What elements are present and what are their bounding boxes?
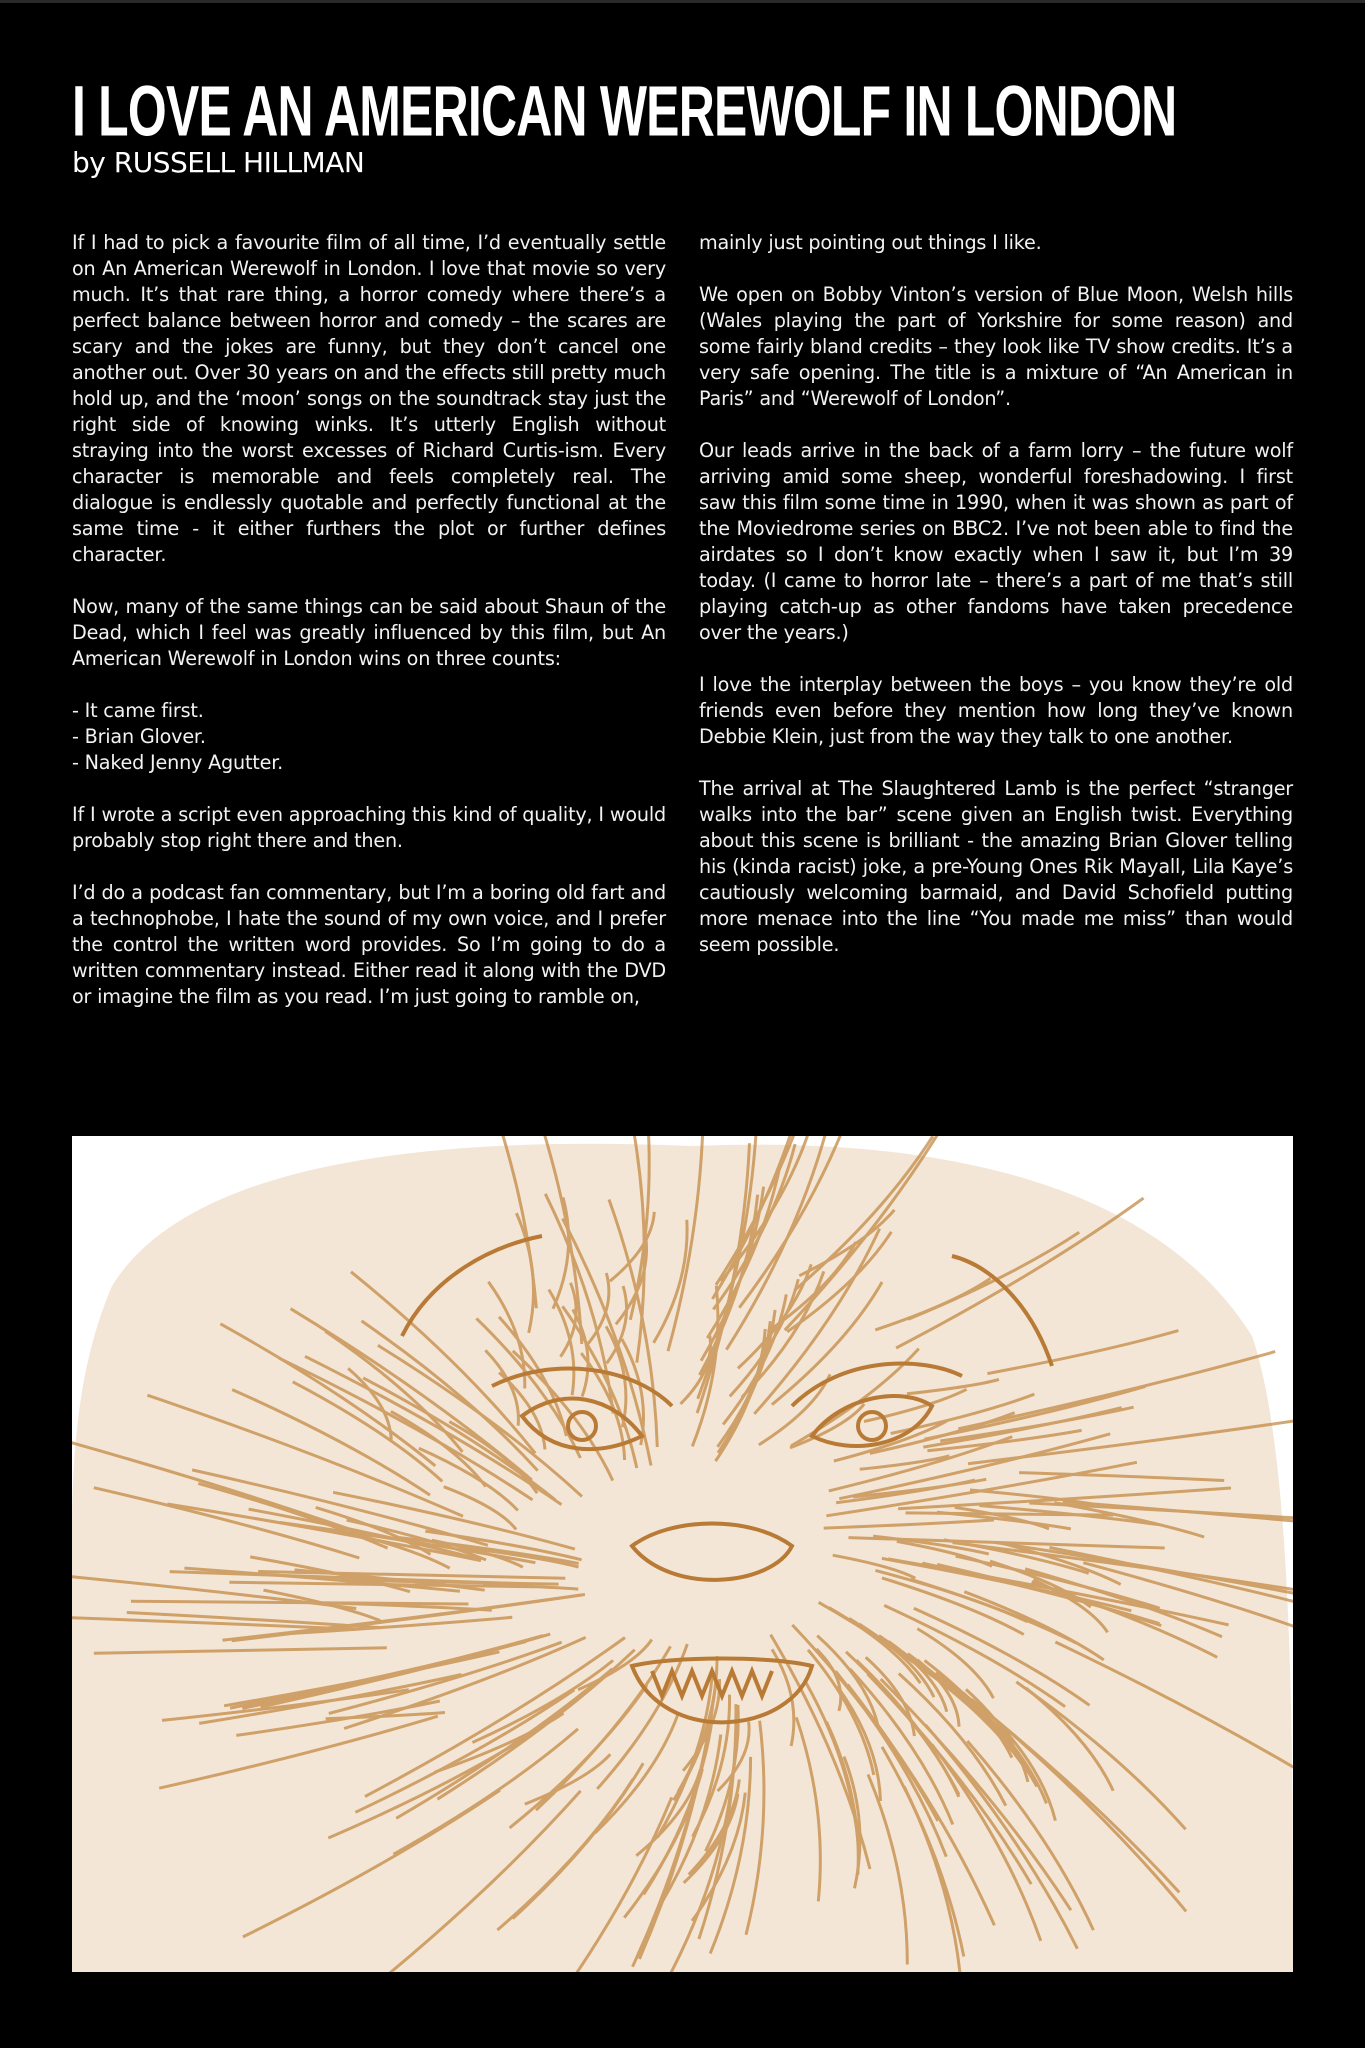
list-item: - Brian Glover. — [72, 725, 206, 748]
article-title: I LOVE AN AMERICAN WEREWOLF IN LONDON — [72, 70, 1177, 152]
paragraph: We open on Bobby Vinton’s version of Blue Moon, Welsh hills (Wales playing the part of Yorkshire for some reason) and some fairly bland credits – they look like TV show credits. It’s a very safe opening. The title is a mixture of “An American in Paris” and “Werewolf of London”. — [699, 283, 1293, 410]
paragraph: Now, many of the same things can be said about Shaun of the Dead, which I feel was greatly influenced by this film, but An American Werewolf in London wins on three counts: — [72, 595, 666, 670]
paragraph: If I wrote a script even approaching this kind of quality, I would probably stop right there and then. — [72, 803, 666, 852]
list-item: - Naked Jenny Agutter. — [72, 751, 284, 774]
paragraph: Our leads arrive in the back of a farm lorry – the future wolf arriving amid some sheep, wonderful foreshadowing. I first saw this film some time in 1990, when it was shown as part of the Moviedrome series on BBC2. I’ve not been able to find the airdates so I don’t know exactly when I saw it, but I’m 39 today. (I came to horror late – there’s a part of me that’s still playing catch-up as other fandoms have taken precedence over the years.) — [699, 439, 1293, 644]
werewolf-sketch-image — [72, 1136, 1293, 1972]
paragraph: I love the interplay between the boys – you know they’re old friends even before they mention how long they’ve known Debbie Klein, just from the way they talk to one another. — [699, 673, 1293, 748]
left-column — [72, 230, 666, 1036]
paragraph: The arrival at The Slaughtered Lamb is the perfect “stranger walks into the bar” scene given an English twist. Everything about this scene is brilliant - the amazing Brian Glover telling his (kinda racist) joke, a pre-Young Ones Rik Mayall, Lila Kaye’s cautiously welcoming barmaid, and David Schofield putting more menace into the line “You made me miss” than would seem possible. — [699, 777, 1293, 956]
list-item: - It came first. — [72, 699, 204, 722]
article-byline: by RUSSELL HILLMAN — [72, 146, 365, 179]
top-border — [0, 0, 1365, 3]
paragraph: I’d do a podcast fan commentary, but I’m a boring old fart and a technophobe, I hate the sound of my own voice, and I prefer the control the written word provides. So I’m going to do a written commentary instead. Either read it along with the DVD or imagine the film as you read. I’m just going to ramble on, — [72, 881, 666, 1008]
paragraph: If I had to pick a favourite film of all time, I’d eventually settle on An American Werewolf in London. I love that movie so very much. It’s that rare thing, a horror comedy where there’s a perfect balance between horror and comedy – the scares are scary and the jokes are funny, but they don’t cancel one another out. Over 30 years on and the effects still pretty much hold up, and the ‘moon’ songs on the soundtrack stay just the right side of knowing winks. It’s utterly English without straying into the worst excesses of Richard Curtis-ism. Every character is memorable and feels completely real. The dialogue is endlessly quotable and perfectly functional at the same time - it either furthers the plot or further defines character. — [72, 231, 666, 566]
werewolf-sketch-illustration — [72, 1136, 1293, 1972]
paragraph: mainly just pointing out things I like. — [699, 231, 1042, 254]
counts-list — [72, 698, 666, 776]
right-column — [699, 230, 1293, 984]
